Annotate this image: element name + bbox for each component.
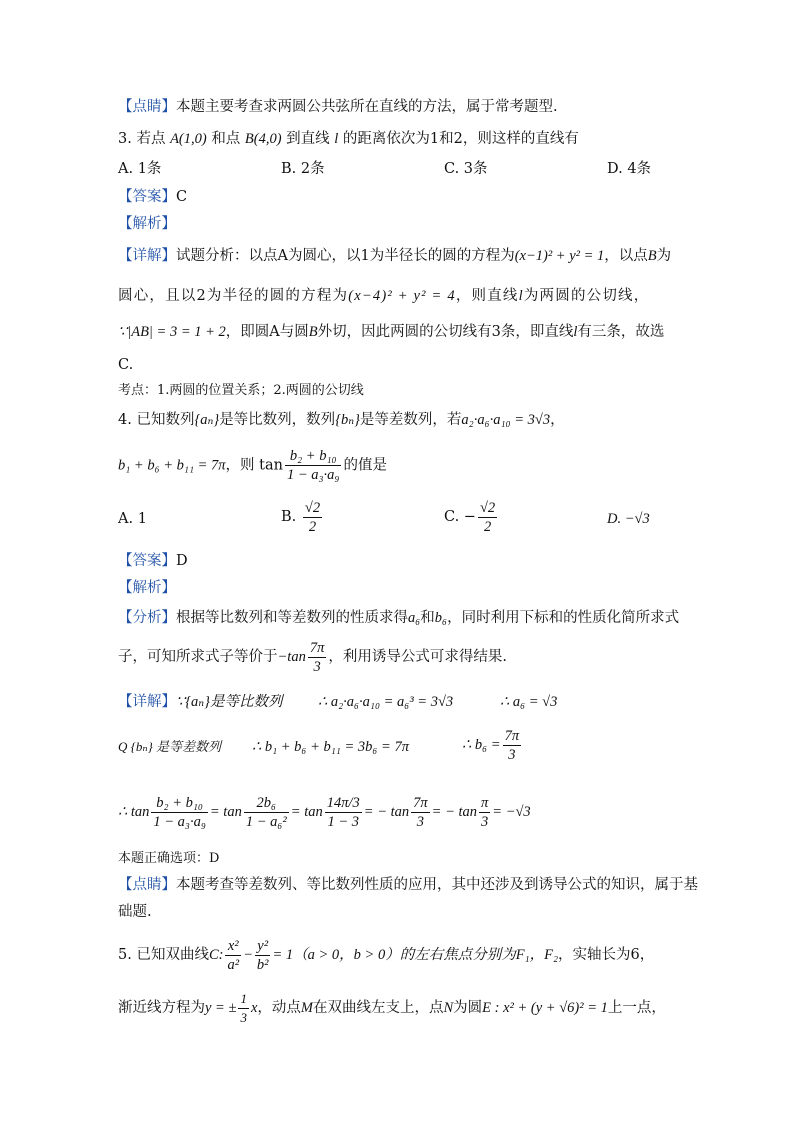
- q4-answer: [118, 551, 188, 571]
- q5-l2g: N: [443, 1000, 454, 1016]
- q3-answer-tag: 【答案】: [118, 189, 176, 205]
- q3-point-a: A(1,0): [170, 131, 207, 147]
- q4-detail-2-frac: [503, 727, 522, 764]
- q4-stem-a: 4. 已知数列: [118, 412, 195, 428]
- q4-detail-2c-text: ∴ b₆ =: [462, 737, 501, 753]
- q3-detail-3c: B: [308, 324, 318, 340]
- q5-l2e: M: [300, 1000, 313, 1016]
- q4-stem-b: 是等比数列，数列: [219, 412, 336, 428]
- q4-d3f3n: 14π/3: [326, 795, 360, 812]
- q4-stem-d: ，: [550, 412, 565, 428]
- q5-l2j: 上一点，: [607, 1000, 666, 1016]
- comment-text: 本题主要考查求两圆公共弦所在直线的方法，属于常考题型.: [176, 99, 558, 115]
- q4-option-b: [281, 498, 324, 536]
- q5-frac-asym: [238, 990, 249, 1027]
- q4-cond2: b₁ + b₆ + b₁₁ = 7π: [118, 457, 226, 474]
- q4-option-b-frac: [303, 499, 322, 536]
- q4-d3f3d: 1 − 3: [327, 814, 360, 831]
- q4-detail-3b: = tan: [209, 804, 242, 820]
- q3-stem-a: 3. 若点: [118, 131, 166, 147]
- q4-detail-3d: = − tan: [363, 804, 410, 820]
- q3-detail-3: [118, 322, 664, 342]
- q4-detail-3a: ∴ tan: [118, 804, 150, 820]
- q3-option-b: B. 2条: [281, 161, 325, 177]
- q4-fenxi-1e: ，同时利用下标和的性质化简所求式: [447, 610, 680, 626]
- q4-fenxi-1: [118, 608, 679, 628]
- q3-detail-3b: ，即圆A与圆: [225, 324, 309, 340]
- q4-frac-den: 1 − a₃·a₉: [286, 467, 340, 483]
- q3-detail-2c: l: [518, 288, 524, 304]
- q3-detail-1: [118, 246, 671, 266]
- q4-fenxi-1d: b₆: [434, 610, 448, 626]
- q4-detail-3-frac3: [325, 794, 362, 831]
- q5-line-1: [118, 935, 654, 975]
- q4-detail-2-den: 3: [508, 747, 516, 764]
- q3-detail-3a: ∵|AB| = 3 = 1 + 2: [118, 324, 226, 340]
- q4-detail-3-frac1: [151, 794, 208, 831]
- q4-detail-2-num: 7π: [504, 728, 520, 745]
- q5-l1b: C:: [208, 947, 224, 963]
- q5-l1a: 5. 已知双曲线: [118, 947, 209, 963]
- q3-analysis-tag-text: 【解析】: [118, 216, 176, 232]
- q4-fenxi-tag: 【分析】: [118, 610, 176, 626]
- q4-option-b-label: B.: [281, 509, 297, 525]
- q3-detail-1c: B: [647, 248, 657, 264]
- q4-option-c: [444, 498, 499, 536]
- q3-stem-d: 的距离依次为1和2，则这样的直线有: [342, 131, 579, 147]
- q3-point-b: B(4,0): [244, 131, 282, 147]
- q4-detail-2c: [462, 726, 523, 764]
- q4-d3f2d: 1 − a₆²: [245, 814, 287, 831]
- q3-answer-value: C: [176, 189, 188, 205]
- q4-fenxi-2c: ，利用诱导公式可求得结果.: [328, 649, 507, 665]
- q5-l1d: = 1（a > 0，b > 0）的左右焦点分别为: [272, 947, 516, 963]
- q4-d3f2n: 2b₆: [244, 794, 289, 813]
- q4-detail-1c: ∴ a₆ = √3: [500, 694, 558, 710]
- q5-l2den: 3: [240, 1009, 247, 1025]
- q4-option-b-den: 2: [308, 518, 317, 535]
- q3-detail-3d: 外切，因此两圆的公切线有3条，即直线: [317, 324, 574, 340]
- q3-detail-1d: 为: [656, 248, 672, 264]
- q4-option-a: A. 1: [118, 511, 147, 527]
- q4-fenxi-1c: 和: [420, 610, 435, 626]
- comment-line: [118, 97, 558, 117]
- q5-frac-x: [225, 937, 241, 974]
- q3-stem-c: 到直线: [286, 131, 330, 147]
- q4-option-d: D. −√3: [607, 511, 650, 527]
- q5-l2num: 1: [238, 990, 249, 1009]
- q4-detail-tag: 【详解】: [118, 694, 176, 710]
- q4-d3f1n: b₂ + b₁₀: [151, 794, 208, 813]
- q4-correct: 本题正确选项：D: [118, 851, 220, 866]
- q4-detail-3c: = tan: [290, 804, 323, 820]
- q4-d3f1d: 1 − a₃·a₉: [153, 814, 206, 831]
- q4-detail-3: [118, 790, 531, 834]
- q5-l2f: 在双曲线左支上，点: [312, 1000, 444, 1016]
- q4-seq-b: {bₙ}: [335, 412, 360, 428]
- q4-fenxi-1a: 根据等比数列和等差数列的性质求得: [176, 610, 408, 626]
- q4-analysis-tag-text: 【解析】: [118, 580, 176, 596]
- q5-l2d: ，动点: [257, 1000, 301, 1016]
- q3-option-c: C. 3条: [444, 161, 488, 177]
- q3-detail-3f: 有三条，故选: [577, 324, 665, 340]
- q5-l1f: ，实轴长为6，: [558, 947, 655, 963]
- q5-line-2: [118, 988, 666, 1028]
- q4-fenxi-frac: [308, 639, 327, 676]
- q4-d3f4n: 7π: [413, 795, 428, 812]
- q3-eq2: (x−4)² + y² = 4: [348, 288, 456, 304]
- q4-option-c-num: √2: [479, 499, 496, 516]
- q3-detail-2d: 为两圆的公切线，: [523, 288, 650, 304]
- q3-analysis-tag: [118, 214, 176, 234]
- q4-fenxi-den: 3: [313, 658, 321, 675]
- q4-detail-2b: ∴ b₁ + b₆ + b₁₁ = 3b₆ = 7π: [252, 739, 409, 755]
- q5-l1c: −: [243, 947, 253, 963]
- q3-detail-2b: ，则直线: [455, 288, 519, 304]
- q4-detail-3g: = −√3: [492, 804, 531, 820]
- q5-l2c: x: [250, 1000, 258, 1016]
- q5-l2a: 渐近线方程为: [118, 1000, 205, 1016]
- q4-fenxi-2: [118, 638, 507, 676]
- q3-option-a: A. 1条: [118, 161, 162, 177]
- q3-kaodian: 考点：1.两圆的位置关系；2.两圆的公切线: [118, 383, 364, 398]
- q4-detail-2a: Q {bₙ} 是等差数列: [118, 739, 222, 754]
- q5-l1den2: b²: [256, 956, 269, 973]
- q3-stem-b: 和点: [211, 131, 241, 147]
- q3-answer: [118, 187, 187, 207]
- q4-fenxi-1b: a₆: [408, 610, 421, 626]
- q4-d3f5n: π: [481, 795, 489, 812]
- q4-detail-3-frac2: [244, 794, 289, 831]
- q3-stem: [118, 129, 579, 149]
- q4-fraction: [285, 447, 342, 484]
- q4-dianjing-1-text: 本题考查等差数列、等比数列性质的应用，其中还涉及到诱导公式的知识，属于基: [176, 877, 698, 893]
- q4-seq-a: {aₙ}: [194, 412, 220, 428]
- q4-option-c-frac: [478, 499, 497, 536]
- q5-l2b: y = ±: [205, 1000, 237, 1016]
- q5-frac-y: [255, 937, 271, 974]
- q4-option-b-num: √2: [304, 499, 321, 516]
- q3-line: l: [334, 131, 339, 147]
- q4-analysis-tag: [118, 578, 176, 598]
- comment-tag: 【点睛】: [118, 99, 176, 115]
- q4-detail-1a: ∵{aₙ}是等比数列: [176, 694, 283, 710]
- q4-stem-c: 是等差数列，若: [359, 412, 462, 428]
- q4-detail-3e: = − tan: [431, 804, 478, 820]
- q4-detail-3-frac4: [411, 794, 430, 831]
- q4-fenxi-2a: 子，可知所求式子等价于: [118, 649, 278, 665]
- q4-fenxi-2b: −tan: [277, 649, 306, 665]
- q3-detail-4: C.: [118, 357, 134, 373]
- q4-option-c-den: 2: [483, 518, 492, 535]
- q4-d3f4d: 3: [416, 814, 425, 831]
- q4-dianjing-1: [118, 875, 698, 895]
- q5-l2h: 为圆: [453, 1000, 483, 1016]
- q4-cond1: a₂·a₆·a₁₀ = 3√3: [461, 412, 551, 428]
- q3-eq1: (x−1)² + y² = 1: [514, 248, 605, 264]
- q4-detail-1: [118, 692, 282, 712]
- q4-stem-2: [118, 447, 387, 484]
- q5-l1num: x²: [225, 937, 241, 956]
- q4-answer-value: D: [176, 553, 188, 569]
- q4-fenxi-num: 7π: [309, 639, 325, 656]
- q3-detail-1a: 试题分析：以点A为圆心，以1为半径长的圆的方程为: [176, 248, 515, 264]
- q4-d3f5d: 3: [481, 814, 489, 831]
- q4-stem-f: 的值是: [343, 457, 387, 474]
- q3-detail-3e: l: [573, 324, 578, 340]
- q3-option-d: D. 4条: [607, 161, 652, 177]
- q3-detail-tag: 【详解】: [118, 248, 176, 264]
- q4-stem-e: ，则 tan: [225, 457, 283, 474]
- q5-l1den: a²: [227, 956, 240, 973]
- q4-dianjing-2: 础题.: [118, 904, 152, 920]
- q4-option-c-label: C. −: [444, 509, 476, 525]
- q4-detail-3-frac5: [479, 794, 490, 831]
- q4-answer-tag: 【答案】: [118, 553, 176, 569]
- q3-detail-2: [118, 286, 649, 306]
- q4-frac-num: b₂ + b₁₀: [285, 447, 342, 466]
- q5-l2i: E : x² + (y + √6)² = 1: [482, 1000, 608, 1016]
- q5-l1num2: y²: [255, 937, 271, 956]
- q3-detail-2a: 圆心，且以2为半径的圆的方程为: [118, 288, 349, 304]
- q4-dianjing-tag: 【点睛】: [118, 877, 176, 893]
- q4-stem-1: [118, 410, 565, 430]
- q4-detail-1b: ∴ a₂·a₆·a₁₀ = a₆³ = 3√3: [318, 694, 454, 710]
- q3-detail-1b: ，以点: [604, 248, 648, 264]
- q5-l1e: F₁，F₂: [515, 947, 558, 963]
